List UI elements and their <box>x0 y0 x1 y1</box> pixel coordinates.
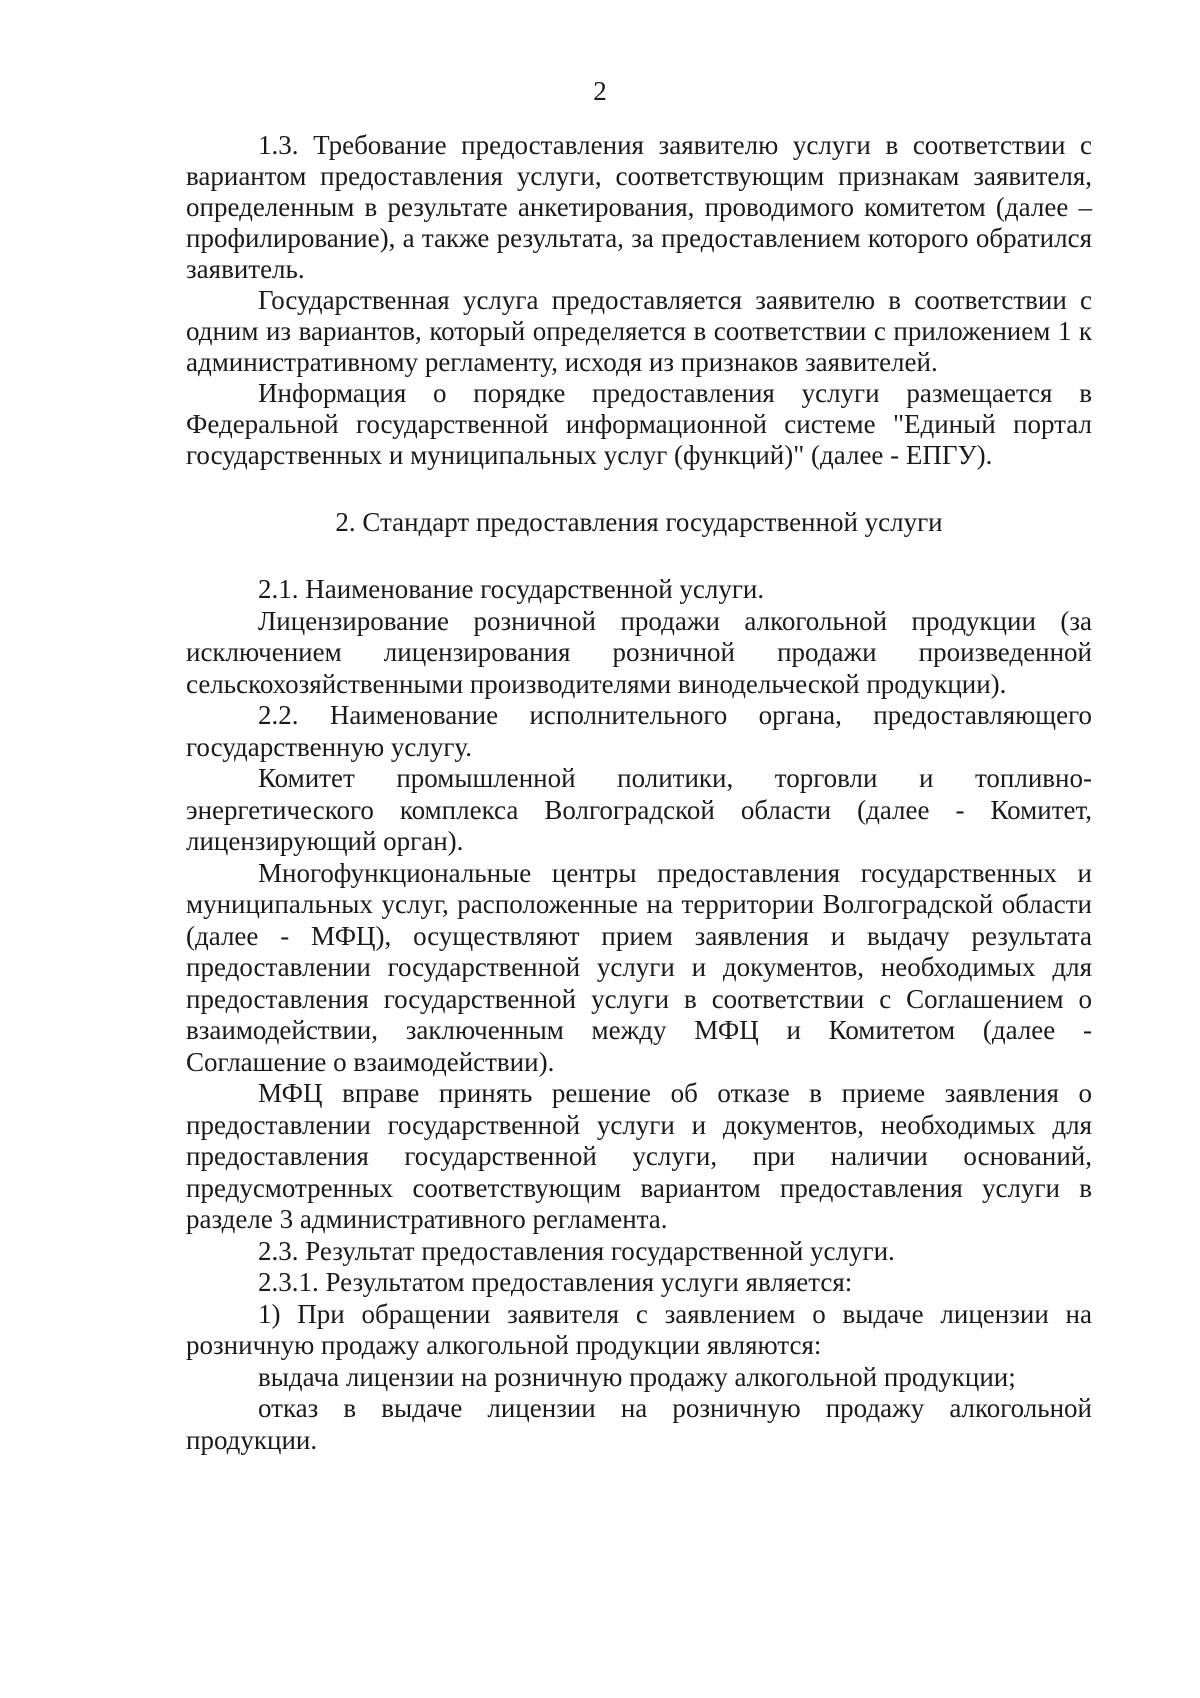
paragraph-mfc-refusal: МФЦ вправе принять решение об отказе в приеме заявления о предоставлении государственной услуги и документов, необходимых для предоставления государственной услуги, при наличии оснований, предусмотренных соответствующим вариантом предоставления услуги в разделе 3 административного регламента. <box>186 1078 1092 1234</box>
paragraph-1-3: 1.3. Требование предоставления заявителю услуги в соответствии с вариантом предоставления услуги, соответствующим признакам заявителя, определенным в результате анкетирования, проводимого комитетом (далее – профилирование), а также результата, за предоставлением которого обратился заявитель. <box>186 130 1092 284</box>
page-number: 2 <box>593 76 607 106</box>
paragraph-2-2: 2.2. Наименование исполнительного органа, предоставляющего государственную услугу. <box>186 700 1092 762</box>
paragraph-information: Информация о порядке предоставления услуги размещается в Федеральной государственной информационной системе "Единый портал государственных и муниципальных услуг (функций)" (далее - ЕПГУ). <box>186 378 1092 470</box>
paragraph-2-3: 2.3. Результат предоставления государственной услуги. <box>258 1235 895 1266</box>
paragraph-service-name: Лицензирование розничной продажи алкогольной продукции (за исключением лицензирования розничной продажи произведенной сельскохозяйственными производителями винодельческой продукции). <box>186 605 1092 699</box>
paragraph-variant: Государственная услуга предоставляется заявителю в соответствии с одним из вариантов, который определяется в соответствии с приложением 1 к административному регламенту, исходя из признаков заявителей. <box>186 285 1092 377</box>
paragraph-2-1: 2.1. Наименование государственной услуги. <box>258 574 765 604</box>
paragraph-mfc: Многофункциональные центры предоставления государственных и муниципальных услуг, расположенные на территории Волгоградской области (далее - МФЦ), осуществляют прием заявления и выдачу результата предоставлении государственной услуги и документов, необходимых для предоставления государственной услуги в соответствии с Соглашением о взаимодействии, заключенным между МФЦ и Комитетом (далее - Соглашение о взаимодействии). <box>186 857 1092 1077</box>
section-2 <box>186 574 1092 1456</box>
section-1 <box>186 130 1092 471</box>
paragraph-2-3-1: 2.3.1. Результатом предоставления услуги является: <box>258 1267 853 1297</box>
paragraph-license-refusal: отказ в выдаче лицензии на розничную продажу алкогольной продукции. <box>186 1393 1092 1455</box>
paragraph-committee: Комитет промышленной политики, торговли и топливно-энергетического комплекса Волгоградской области (далее - Комитет, лицензирующий орган). <box>186 763 1092 856</box>
paragraph-license-issue: выдача лицензии на розничную продажу алкогольной продукции; <box>258 1361 1016 1392</box>
section-2-heading: 2. Стандарт предоставления государственной услуги <box>335 507 943 537</box>
paragraph-result-1: 1) При обращении заявителя с заявлением о выдаче лицензии на розничную продажу алкогольной продукции являются: <box>186 1298 1092 1360</box>
document-body <box>186 130 1092 1456</box>
